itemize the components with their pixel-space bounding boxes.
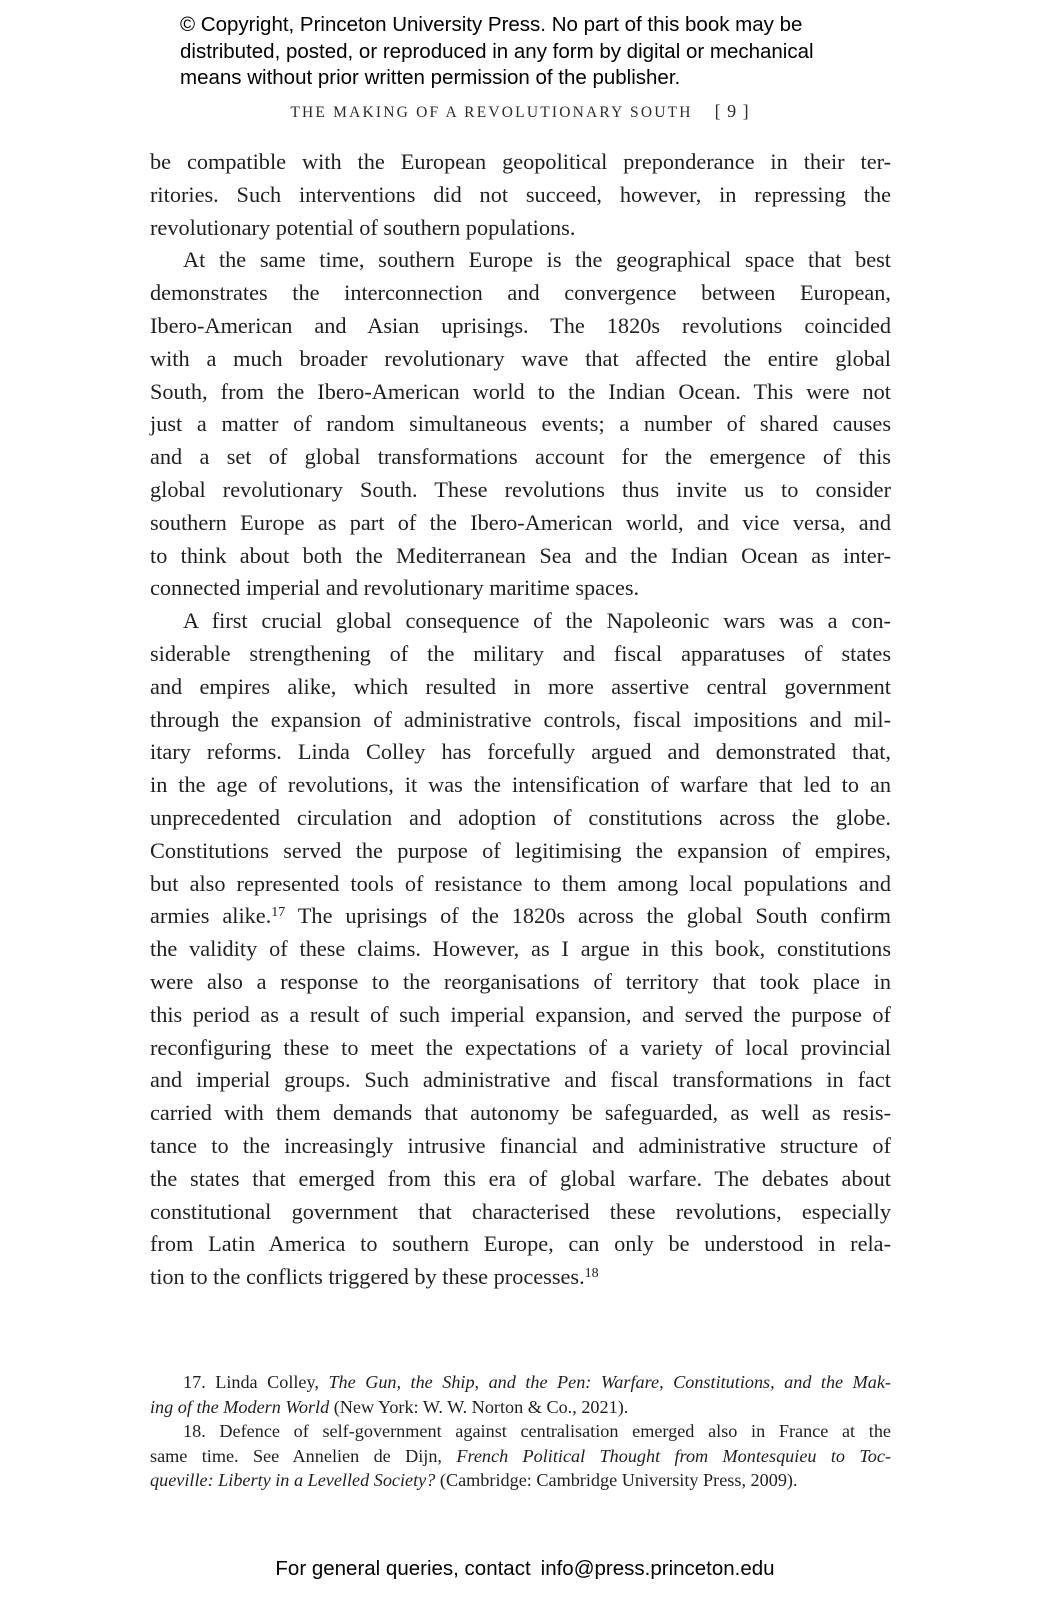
text-line: demonstrates the interconnection and convergence between European, bbox=[150, 280, 891, 306]
text-line: South, from the Ibero-American world to the Indian Ocean. This were not bbox=[150, 378, 891, 404]
text-line: A first crucial global consequence of the Napoleonic wars was a con- bbox=[183, 608, 891, 634]
footnote-text: (Cambridge: Cambridge University Press, 2009). bbox=[435, 1470, 798, 1490]
text-fragment: tion to the conflicts triggered by these processes. bbox=[150, 1264, 585, 1290]
footnote-ref-17[interactable]: 17 bbox=[271, 905, 286, 921]
footnote-book-title: The Gun, the Ship, and the Pen: Warfare, Constitutions, and the Mak- bbox=[328, 1372, 891, 1392]
text-line: through the expansion of administrative controls, fiscal impositions and mil- bbox=[150, 706, 891, 732]
main-text bbox=[150, 146, 891, 1294]
footnotes bbox=[150, 1370, 891, 1493]
copyright-notice: © Copyright, Princeton University Press. No part of this book may be distributed, posted, or reproduced in any form by digital or mechanical means without prior written permission of the publisher. bbox=[180, 13, 814, 89]
text-line bbox=[150, 1261, 891, 1294]
page-number: [ 9 ] bbox=[714, 101, 750, 121]
text-line: southern Europe as part of the Ibero-American world, and vice versa, and bbox=[150, 509, 891, 535]
footnote-18-line bbox=[150, 1444, 891, 1469]
footnote-book-title: French Political Thought from Montesquieu to Toc- bbox=[456, 1445, 891, 1466]
footnote-18-line: 18. Defence of self-government against centralisation emerged also in France at the bbox=[183, 1421, 891, 1441]
footnote-17-line bbox=[150, 1395, 891, 1420]
text-line: be compatible with the European geopolitical preponderance in their ter- bbox=[150, 149, 891, 174]
text-line: itary reforms. Linda Colley has forcefully argued and demonstrated that, bbox=[150, 739, 891, 765]
text-line: the validity of these claims. However, as I argue in this book, constitutions bbox=[150, 936, 891, 962]
footnote-ref-18[interactable]: 18 bbox=[584, 1266, 599, 1282]
text-line: from Latin America to southern Europe, can only be understood in rela- bbox=[150, 1231, 891, 1257]
text-line: just a matter of random simultaneous events; a number of shared causes bbox=[150, 411, 891, 437]
running-head-title: THE MAKING OF A REVOLUTIONARY SOUTH bbox=[290, 104, 693, 121]
text-line: siderable strengthening of the military and fiscal apparatuses of states bbox=[150, 640, 891, 666]
footer-queries-label: For general queries, contact bbox=[275, 1557, 531, 1580]
text-line: but also represented tools of resistance to them among local populations and bbox=[150, 870, 891, 896]
text-line: unprecedented circulation and adoption of constitutions across the globe. bbox=[150, 804, 891, 830]
text-line: global revolutionary South. These revolutions thus invite us to consider bbox=[150, 476, 891, 502]
running-head bbox=[150, 101, 890, 122]
text-line: carried with them demands that autonomy be safeguarded, as well as resis- bbox=[150, 1100, 891, 1126]
text-line: connected imperial and revolutionary maritime spaces. bbox=[150, 575, 640, 601]
text-line: reconfiguring these to meet the expectations of a variety of local provincial bbox=[150, 1034, 891, 1060]
text-line: and empires alike, which resulted in more assertive central government bbox=[150, 673, 891, 699]
text-line: were also a response to the reorganisations of territory that took place in bbox=[150, 968, 891, 994]
footnote-book-title: ing of the Modern World bbox=[150, 1396, 330, 1417]
text-line: and a set of global transformations account for the emergence of this bbox=[150, 444, 891, 470]
text-fragment: The uprisings of the 1820s across the global South confirm bbox=[285, 903, 891, 929]
text-line: with a much broader revolutionary wave that affected the entire global bbox=[150, 345, 891, 371]
footnote-text: same time. See Annelien de Dijn, bbox=[150, 1445, 457, 1466]
text-line: ritories. Such interventions did not succeed, however, in repressing the bbox=[150, 181, 891, 207]
text-line: in the age of revolutions, it was the intensification of warfare that led to an bbox=[150, 772, 891, 798]
text-line bbox=[150, 900, 891, 933]
text-line: the states that emerged from this era of global warfare. The debates about bbox=[150, 1165, 891, 1191]
text-line: to think about both the Mediterranean Sea and the Indian Ocean as inter- bbox=[150, 542, 891, 568]
text-line: constitutional government that characterised these revolutions, especially bbox=[150, 1198, 891, 1224]
footnote-18-line bbox=[150, 1468, 891, 1493]
footer bbox=[0, 1557, 1050, 1581]
footnote-text: 17. Linda Colley, bbox=[183, 1372, 329, 1392]
footnote-17-line bbox=[150, 1370, 891, 1395]
text-line: revolutionary potential of southern populations. bbox=[150, 214, 576, 240]
text-line: this period as a result of such imperial expansion, and served the purpose of bbox=[150, 1001, 891, 1027]
footer-email-link[interactable]: info@press.princeton.edu bbox=[540, 1557, 775, 1580]
text-line: and imperial groups. Such administrative and fiscal transformations in fact bbox=[150, 1067, 891, 1093]
text-fragment: armies alike. bbox=[150, 903, 272, 929]
text-line: Ibero-American and Asian uprisings. The 1820s revolutions coincided bbox=[150, 312, 891, 338]
text-line: At the same time, southern Europe is the geographical space that best bbox=[183, 247, 891, 273]
footnote-book-title: queville: Liberty in a Levelled Society? bbox=[150, 1470, 436, 1490]
text-line: Constitutions served the purpose of legitimising the expansion of empires, bbox=[150, 837, 891, 863]
footnote-text: (New York: W. W. Norton & Co., 2021). bbox=[329, 1396, 629, 1417]
text-line: tance to the increasingly intrusive financial and administrative structure of bbox=[150, 1132, 891, 1158]
